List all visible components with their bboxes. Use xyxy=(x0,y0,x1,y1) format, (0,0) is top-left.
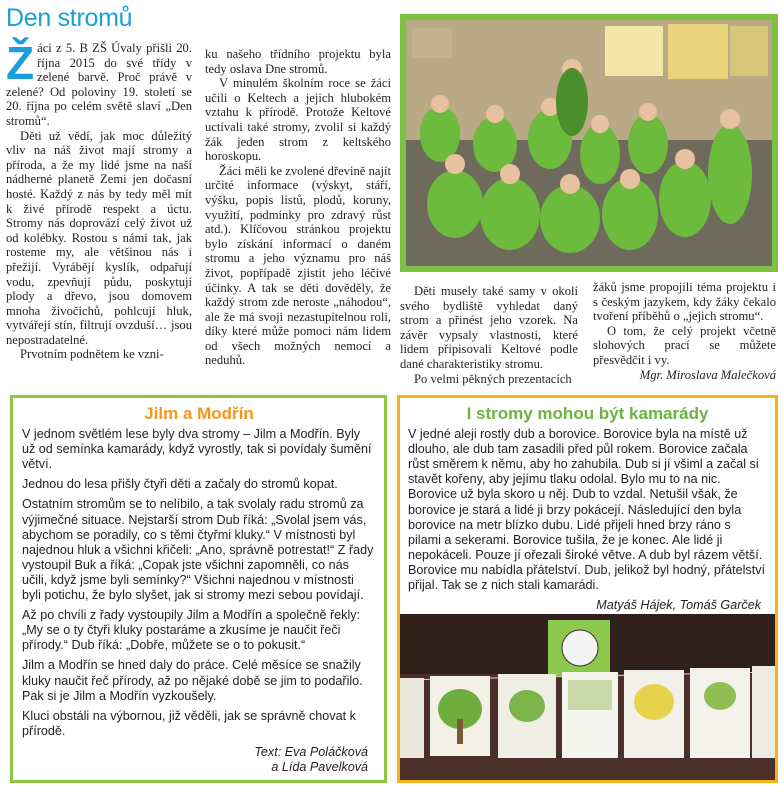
story-paragraph: Ostatním stromům se to nelíbilo, a tak svolaly radu stromů za výjimečné situace. Nejstarší strom Dub říká: „Svolal jsem vás, abychom se poradily, co s těmi čtyřmi kluky.“ V místnosti byl najednou hluk a všichni křičeli: „Ano, správně potrestat!“ Z řady vystoupil Buk a říká: „Copak jste všichni zapomněli, co nás učili, když jsme byli semínky?“ Všichni najednou v místnosti byli potichu, že bylo slyšet, jak si stromy mezi sebou povídají. xyxy=(22,497,374,603)
article-paragraph: Prvotním podnětem ke vzni- xyxy=(20,347,164,362)
article-paragraph: Děti musely také samy v okolí svého bydliště vyhledat daný strom a přinést jeho vzorek. Na závěr vypsaly vlastnosti, které lidem připisovali Keltové podle dané charakteristiky stromu. xyxy=(400,284,578,371)
article-paragraph: Po velmi pěkných prezentacích xyxy=(414,371,572,386)
article-paragraph: žáků jsme propojili téma projektu i s českým jazykem, kdy žáky čekalo tvoření příběhů o „jejich stromu“. xyxy=(593,280,776,324)
article-column-2 xyxy=(205,47,391,368)
article-title: Den stromů xyxy=(6,4,133,32)
story-title: I stromy mohou být kamarády xyxy=(466,404,709,423)
article-paragraph: Žáci z 5. B ZŠ Úvaly přišli 20. října 2015 do své třídy v zelené barvě. Proč právě v zelené? Od poloviny 19. století se 20. října po celém světě slaví „Den stromů“. xyxy=(6,37,192,128)
article-paragraph: O tom, že celý projekt včetně slohových prací se můžete přesvědčit i vy. xyxy=(593,323,776,367)
story-paragraph: V jedné aleji rostly dub a borovice. Borovice byla na místě už dlouho, ale dub tam zasadili před půl rokem. Borovice začala růst směrem k němu, aby ho zahubila. Dub si jí všiml a začal si stavět kořeny, aby jejímu tlaku odolal. Bylo mu to na nic. Borovice už byla skoro u něj. Dub to vzdal. Netušil však, že borovice je stará a lidé ji brzy pokácejí. Následující den byla borovice na metr blízko dubu. Lidé přijeli hned brzy ráno s pilami a sekerami. Borovice tušila, že je konec. Ale lidé ji nepokáceli. Pouze jí ořezali široké větve. A dub byl rázem větší. Borovice mu nabídla přátelství. Dub, jelikož byl hodný, přátelství přijal. Tak se z nich stali kamarádi. xyxy=(408,427,765,593)
story-credit: Text: Eva Poláčková a Lída Pavelková xyxy=(254,744,368,774)
story-paragraph: Jilm a Modřín se hned daly do práce. Celé měsíce se snažily kluky naučit řeč přírody, až po nějaké době se jim to podařilo. Pak si je Jilm a Modřín vyzkoušely. xyxy=(22,658,363,703)
article-column-3 xyxy=(400,284,578,386)
story-paragraph: Až po chvíli z řady vystoupily Jilm a Modřín a společně řekly: „My se o ty čtyři kluky postaráme a zkusíme je naučit řeči přírody.“ Dub říká: „Dobře, můžete se o to pokusit.“ xyxy=(22,608,361,653)
class-photo xyxy=(400,14,778,272)
story-paragraph: V jednom světlém lese byly dva stromy – Jilm a Modřín. Byly už od semínka kamarády, když vyrostly, tak si povídaly šumění větví. xyxy=(22,427,372,472)
article-paragraph: V minulém školním roce se žáci učili o Keltech a jejich hlubokém vztahu k přírodě. Protože Keltové uctívali také stromy, zvolil si každý žák jeden strom z keltského horoskopu. xyxy=(205,76,391,164)
article-column-4 xyxy=(593,280,776,382)
drop-cap: Ž xyxy=(6,37,35,89)
article-paragraph: Žáci měli ke zvolené dřevině najít určité informace (výskyt, stáří, výšku, popis listů, plodů, koruny, využití, podmínky pro zdravý růst atd.). Klíčovou stránkou projektu bylo získání informací o daném stromu a jeho významu pro náš život, popřípadě zjistit jeho léčivé účinky. A tak se děti dověděly, že každý strom zde neroste „náhodou“, ale že má svoji nezastupitelnou roli, díky které může pomoci nám lidem od všech možných nemocí a neduhů. xyxy=(205,163,391,368)
article-paragraph: Děti už vědí, jak moc důležitý vliv na náš život mají stromy a příroda, a že my lidé jsme na naší nádherné planetě Zemi jen dočasní hosté. Každý z nás by tedy měl mít k živé přírodě respekt a úctu. Stromy nás doprovází celý život už od kolébky. Rostou s námi tak, jak rosteme my, ale většinou nás i přežijí. Vyrábějí kyslík, odpařují vodu, zpevňují půdu, poskytují plody a dřevo, jsou domovem mnoha živočichů, pohlcují hluk, vytvářejí stín, filtrují ovzduší… jsou nepostradatelné. xyxy=(6,128,192,347)
story-title: Jilm a Modřín xyxy=(144,404,254,423)
story-box-jilm-a-modrin xyxy=(10,395,387,783)
article-signature: Mgr. Miroslava Malečková xyxy=(639,367,776,382)
exhibition-photo xyxy=(400,614,775,780)
article-paragraph: ku našeho třídního projektu byla tedy oslava Dne stromů. xyxy=(205,47,391,76)
story-paragraph: Kluci obstáli na výbornou, již věděli, jak se správně chovat k přírodě. xyxy=(22,708,356,738)
story-credit: Matyáš Hájek, Tomáš Garček xyxy=(596,598,761,613)
story-paragraph: Jednou do lesa přišly čtyři děti a začaly do stromů kopat. xyxy=(22,477,338,492)
article-column-1 xyxy=(6,37,192,362)
